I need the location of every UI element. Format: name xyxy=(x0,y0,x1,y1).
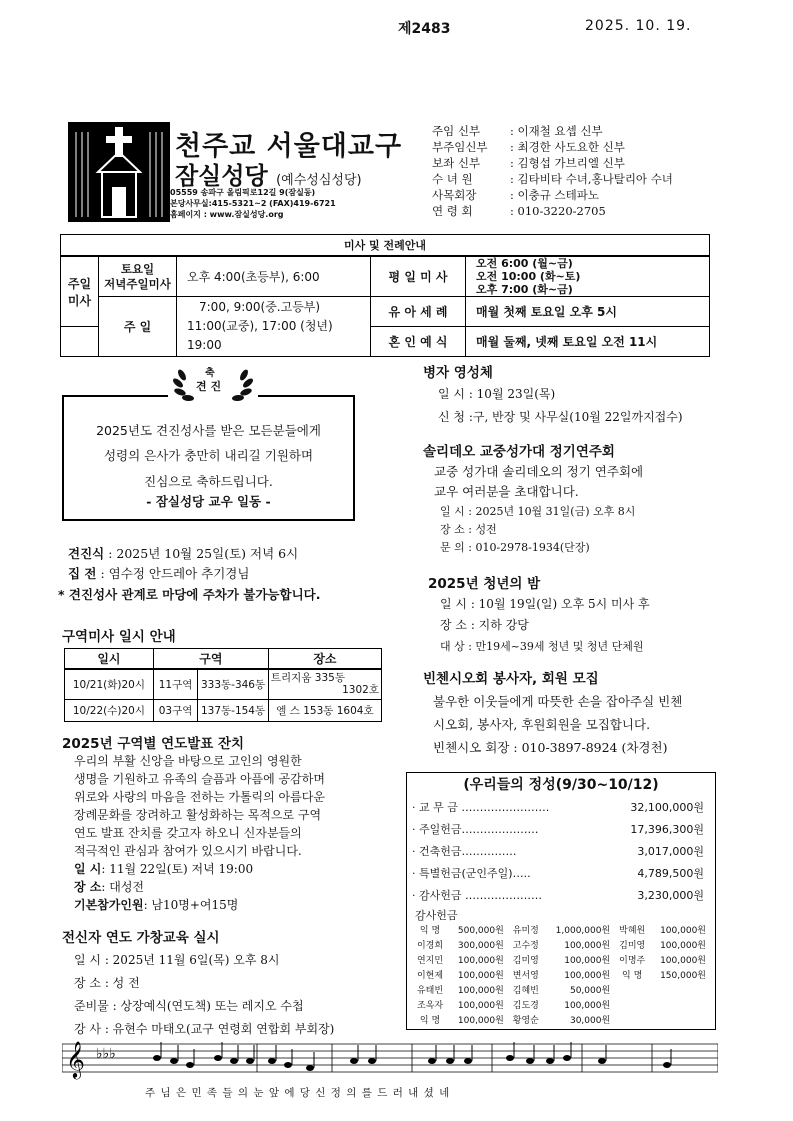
zone-cell: 10/21(화)20시 xyxy=(65,669,154,699)
donor-name xyxy=(616,982,648,997)
baptism-time: 매월 첫째 토요일 오후 5시 xyxy=(466,297,710,327)
sick-line: 신 청 :구, 반장 및 사무실(10월 22일까지접수) xyxy=(438,410,683,424)
table-row xyxy=(414,967,712,982)
year-end-body xyxy=(74,752,325,914)
donor-name: 김도경 xyxy=(512,1001,539,1011)
table-row xyxy=(414,1012,712,1027)
year-end-line: 적극적인 관심과 참여가 있으시기 바랍니다. xyxy=(74,844,302,858)
sunday-time: 11:00(교중), 17:00 (청년) xyxy=(187,319,333,333)
wedding-time: 매월 둘째, 넷째 토요일 오전 11시 xyxy=(466,327,710,357)
music-note xyxy=(284,1062,292,1068)
staff-role: 사목회장 xyxy=(432,188,477,202)
church-subtitle: (예수성심성당) xyxy=(276,173,362,188)
table-row xyxy=(414,982,712,997)
offering-label: · 건축헌금…………… xyxy=(412,845,517,858)
badge-confirmation: 견 진 xyxy=(196,380,222,393)
zone-header-place: 장소 xyxy=(268,649,381,670)
donor-name: 김미영 xyxy=(619,941,646,951)
sunday-label-spacer xyxy=(61,327,99,357)
donor-amount: 100,000원 xyxy=(457,1001,504,1011)
church-address: 05559 송파구 올림픽로12길 9(잠실동) xyxy=(170,188,316,197)
concert-line: 장 소 : 성전 xyxy=(440,523,497,536)
music-note xyxy=(464,1058,472,1064)
staff-role: 부주임신부 xyxy=(432,140,488,154)
staff-row: 부주임신부 : 최경한 사도요한 신부 xyxy=(432,140,625,154)
year-end-date-label: 일 시 xyxy=(74,862,102,876)
donor-name: 이명주 xyxy=(619,956,646,966)
zone-header-date: 일시 xyxy=(65,649,154,670)
saturday-mass-time: 오후 4:00(초등부), 6:00 xyxy=(177,256,371,297)
weekday-mass-label: 평 일 미 사 xyxy=(371,256,466,297)
donor-name: 김혜빈 xyxy=(512,986,539,996)
donor-name: 고수정 xyxy=(512,941,539,951)
flat-key-icon: ♭♭♭ xyxy=(96,1046,116,1062)
donor-name: 유태빈 xyxy=(416,986,444,996)
education-title: 전신자 연도 가창교육 실시 xyxy=(62,930,220,946)
confirmation-line: 진심으로 축하드립니다. xyxy=(144,474,273,489)
offering-amount: 3,230,000원 xyxy=(637,889,704,902)
donor-name: 조옥자 xyxy=(416,1001,444,1011)
celebrant-label: 집 전 xyxy=(68,566,97,581)
education-line: 일 시 : 2025년 11월 6일(목) 오후 8시 xyxy=(74,953,280,967)
staff-name: 010-3220-2705 xyxy=(517,204,606,218)
music-note xyxy=(268,1058,276,1064)
offering-row xyxy=(412,843,704,859)
staff-name: 김타비타 수녀,홍나탈리아 수녀 xyxy=(517,172,673,186)
donor-amount xyxy=(648,997,712,1012)
music-note xyxy=(526,1058,534,1064)
music-note xyxy=(170,1058,178,1064)
donor-name: 익 명 xyxy=(419,926,441,936)
thanks-offering-title: 감사헌금 xyxy=(415,909,458,922)
youth-night-title: 2025년 청년의 밤 xyxy=(428,576,541,592)
donor-amount: 50,000원 xyxy=(569,986,611,996)
confirmation-date-text: : 2025년 10월 25일(토) 저녁 6시 xyxy=(104,546,299,561)
church-logo xyxy=(68,122,170,222)
donor-amount: 100,000원 xyxy=(660,926,706,936)
staff-name: 김형섭 가브리엘 신부 xyxy=(517,156,625,170)
thanks-offering-body xyxy=(414,922,712,1027)
confirmation-date-label: 견진식 xyxy=(68,546,105,561)
table-row xyxy=(65,669,382,699)
music-note xyxy=(368,1058,376,1064)
vincent-line: 시오회, 봉사자, 후원회원을 모집합니다. xyxy=(433,717,651,732)
issue-number: 제2483 xyxy=(398,21,451,37)
sunday-time: 19:00 xyxy=(187,338,222,352)
staff-row: 보좌 신부 : 김형섭 가브리엘 신부 xyxy=(432,156,625,170)
education-body xyxy=(74,949,334,1041)
zone-cell: 137동-154동 xyxy=(198,699,269,721)
staff-row: 사목회장 : 이충규 스테파노 xyxy=(432,188,599,202)
church-homepage: 홈페이지 : www.잠실성당.org xyxy=(170,210,284,219)
vincent-line: 빈첸시오 회장 : 010-3897-8924 (차경천) xyxy=(433,740,668,755)
donor-name: 익 명 xyxy=(419,1016,441,1026)
donor-amount: 500,000원 xyxy=(457,926,504,936)
confirmation-date xyxy=(68,544,298,562)
table-row xyxy=(414,997,712,1012)
table-row xyxy=(414,937,712,952)
confirmation-line: 2025년도 견진성사를 받은 모든분들에게 xyxy=(96,423,321,438)
offering-row xyxy=(412,887,704,903)
year-end-line: 우리의 부활 신앙을 바탕으로 고인의 영원한 xyxy=(74,754,302,768)
staff-row: 연 령 회 : 010-3220-2705 xyxy=(432,204,606,218)
year-end-date-text: : 11월 22일(토) 저녁 19:00 xyxy=(101,862,254,876)
donor-amount: 100,000원 xyxy=(457,971,504,981)
offering-label: · 주일헌금………………… xyxy=(412,823,539,836)
music-note xyxy=(230,1058,238,1064)
donor-name: 익 명 xyxy=(622,971,643,981)
offering-row xyxy=(412,865,704,881)
donor-name: 박혜원 xyxy=(619,926,646,936)
donor-amount: 100,000원 xyxy=(564,956,611,966)
vincent-body xyxy=(433,690,682,759)
concert-line: 문 의 : 010-2978-1934(단장) xyxy=(440,541,590,554)
music-note xyxy=(428,1058,436,1064)
donor-amount: 100,000원 xyxy=(457,986,504,996)
music-note xyxy=(563,1055,571,1061)
offering-label: · 특별헌금(군인주일)….. xyxy=(412,867,531,880)
year-end-line: 생명을 기원하고 유족의 슬픔과 아픔에 공감하며 xyxy=(74,772,325,786)
donor-amount: 100,000원 xyxy=(564,941,611,951)
concert-line: 일 시 : 2025년 10월 31일(금) 오후 8시 xyxy=(440,505,636,518)
music-note xyxy=(446,1058,454,1064)
donor-name: 유미정 xyxy=(512,926,539,936)
staff-role: 연 령 회 xyxy=(432,204,473,218)
offering-row xyxy=(412,821,704,837)
weekday-mass-times xyxy=(466,256,710,297)
badge-congrats: 축 xyxy=(205,368,215,379)
church-name-diocese: 천주교 서울대교구 xyxy=(175,131,403,162)
table-row xyxy=(414,922,712,937)
concert-details xyxy=(440,503,635,557)
year-end-line: 연도 발표 잔치를 갖고자 하오니 신자분들의 xyxy=(74,826,302,840)
music-note xyxy=(246,1058,254,1064)
zone-cell: 10/22(수)20시 xyxy=(65,699,154,721)
staff-name: 이충규 스테파노 xyxy=(517,188,599,202)
concert-body xyxy=(434,462,643,502)
youth-line: 대 상 : 만19세~39세 청년 및 청년 단체원 xyxy=(440,640,644,653)
thanks-offering-table xyxy=(414,922,712,1027)
donor-amount: 100,000원 xyxy=(564,1001,611,1011)
table-row xyxy=(65,699,382,721)
donor-name: 이경희 xyxy=(416,941,444,951)
year-end-place-text: : 대성전 xyxy=(101,880,145,894)
education-line: 장 소 : 성 전 xyxy=(74,976,140,990)
donor-name: 이현제 xyxy=(416,971,444,981)
vincent-line: 불우한 이웃들에게 따뜻한 손을 잡아주실 빈첸 xyxy=(433,694,683,709)
confirmation-signature: - 잠실성당 교우 일동 - xyxy=(146,494,271,509)
wedding-label: 혼 인 예 식 xyxy=(371,327,466,357)
weekday-time: 오전 10:00 (화~토) xyxy=(476,270,581,283)
year-end-line: 장례문화를 장려하고 활성화하는 목적으로 구역 xyxy=(74,808,322,822)
music-note xyxy=(506,1055,514,1061)
church-phone: 본당사무실:415-5321~2 (FAX)419-6721 xyxy=(170,199,336,208)
year-end-line: 위로와 사랑의 마음을 전하는 가톨릭의 아름다운 xyxy=(74,790,325,804)
education-line: 강 사 : 유현수 마태오(교구 연령회 연합회 부회장) xyxy=(74,1022,335,1036)
donor-amount: 30,000원 xyxy=(569,1016,611,1026)
weekday-time: 오후 7:00 (화~금) xyxy=(476,283,573,296)
zone-mass-table xyxy=(64,648,382,722)
music-note xyxy=(546,1058,554,1064)
zone-place-room: 1302호 xyxy=(342,684,379,697)
mass-schedule-table xyxy=(60,234,710,357)
music-note xyxy=(214,1055,222,1061)
youth-night-body xyxy=(440,594,650,657)
sick-communion-body xyxy=(438,383,683,429)
offering-amount: 17,396,300원 xyxy=(630,823,704,836)
church-name xyxy=(175,156,362,191)
donor-amount: 100,000원 xyxy=(457,956,504,966)
youth-line: 일 시 : 10월 19일(일) 오후 5시 미사 후 xyxy=(440,597,650,611)
hymn-lyrics: 주 님 은 민 족 들 의 눈 앞 에 당 신 정 의 를 드 러 내 셨 네 xyxy=(145,1087,451,1099)
issue-date: 2025. 10. 19. xyxy=(585,18,692,34)
donor-name: 황영순 xyxy=(512,1016,539,1026)
concert-line: 교중 성가대 솔리데오의 정기 연주회에 xyxy=(434,464,644,479)
music-note xyxy=(598,1058,606,1064)
staff-name: 최경한 사도요한 신부 xyxy=(517,140,625,154)
offering-label: · 교 무 금 …………………… xyxy=(412,801,550,814)
baptism-label: 유 아 세 례 xyxy=(371,297,466,327)
sick-communion-title: 병자 영성체 xyxy=(423,365,493,381)
education-line: 준비물 : 상장예식(연도책) 또는 레지오 수첩 xyxy=(74,999,304,1013)
music-note xyxy=(186,1062,194,1068)
staff-role: 수 녀 원 xyxy=(432,172,473,186)
donor-amount xyxy=(648,1012,712,1027)
music-note xyxy=(663,1062,671,1068)
music-staff xyxy=(62,1038,718,1080)
concert-title: 솔리데오 교중성가대 정기연주회 xyxy=(423,444,615,460)
sunday-time: 7:00, 9:00(중.고등부) xyxy=(199,300,321,314)
year-end-people-label: 기본참가인원 xyxy=(74,898,144,912)
donor-name xyxy=(616,997,648,1012)
concert-line: 교우 여러분을 초대합니다. xyxy=(434,484,579,499)
music-note xyxy=(153,1055,161,1061)
donor-amount: 1,000,000원 xyxy=(555,926,611,936)
parking-notice: * 견진성사 관계로 마당에 주차가 불가능합니다. xyxy=(58,587,321,602)
donor-name xyxy=(616,1012,648,1027)
celebrant-text: : 염수정 안드레아 추기경님 xyxy=(96,566,250,581)
donor-amount: 100,000원 xyxy=(660,956,706,966)
offering-title: (우리들의 정성(9/30~10/12) xyxy=(463,777,659,793)
staff-row: 주임 신부 : 이재철 요셉 신부 xyxy=(432,124,603,138)
donor-name: 김미영 xyxy=(512,956,539,966)
offering-label: · 감사헌금 ………………… xyxy=(412,889,542,902)
zone-place: 트리지움 335동 xyxy=(270,672,345,685)
zone-cell: 엘 스 153동 1604호 xyxy=(268,699,381,721)
staff-name: 이재철 요셉 신부 xyxy=(517,124,603,138)
church-building-icon xyxy=(68,122,170,222)
staff-row: 수 녀 원 : 김타비타 수녀,홍나탈리아 수녀 xyxy=(432,172,673,186)
donor-amount: 100,000원 xyxy=(564,971,611,981)
zone-cell: 03구역 xyxy=(153,699,197,721)
music-note xyxy=(306,1065,314,1071)
treble-clef-icon: 𝄞 xyxy=(66,1040,85,1078)
saturday-mass-label: 토요일 저녁주일미사 xyxy=(99,256,177,297)
offering-amount: 32,100,000원 xyxy=(630,801,704,814)
donor-amount: 150,000원 xyxy=(660,971,706,981)
zone-header-zone: 구역 xyxy=(153,649,268,670)
zone-cell: 333동-346동 xyxy=(198,669,269,699)
sunday-mass-times xyxy=(177,297,371,357)
sunday-label: 주 일 xyxy=(99,297,177,357)
donor-name: 연지민 xyxy=(416,956,444,966)
donor-amount: 100,000원 xyxy=(660,941,706,951)
donor-name: 변서영 xyxy=(512,971,539,981)
donor-amount xyxy=(648,982,712,997)
sunday-mass-label: 주일 미사 xyxy=(61,256,99,327)
sick-line: 일 시 : 10월 23일(목) xyxy=(438,387,556,401)
vincent-title: 빈첸시오회 봉사자, 회원 모집 xyxy=(423,671,599,687)
year-end-place-label: 장 소 xyxy=(74,880,102,894)
mass-table-title: 미사 및 전례안내 xyxy=(61,235,710,257)
church-name-main: 잠실성당 xyxy=(175,162,268,190)
zone-cell xyxy=(268,669,381,699)
table-row xyxy=(414,952,712,967)
staff-role: 보좌 신부 xyxy=(432,156,481,170)
zone-mass-title: 구역미사 일시 안내 xyxy=(62,629,176,645)
offering-row xyxy=(412,799,704,815)
weekday-time: 오전 6:00 (월~금) xyxy=(476,257,573,270)
music-note xyxy=(350,1058,358,1064)
donor-amount: 100,000원 xyxy=(457,1016,504,1026)
year-end-people-text: : 남10명+여15명 xyxy=(143,898,239,912)
zone-cell: 11구역 xyxy=(153,669,197,699)
confirmation-celebrant xyxy=(68,564,249,582)
confirmation-line: 성령의 은사가 충만히 내리길 기원하며 xyxy=(103,448,314,463)
youth-line: 장 소 : 지하 강당 xyxy=(440,618,529,632)
year-end-title: 2025년 구역별 연도발표 잔치 xyxy=(62,736,245,752)
staff-role: 주임 신부 xyxy=(432,124,481,138)
donor-amount: 300,000원 xyxy=(457,941,504,951)
offering-amount: 3,017,000원 xyxy=(637,845,704,858)
offering-amount: 4,789,500원 xyxy=(637,867,704,880)
